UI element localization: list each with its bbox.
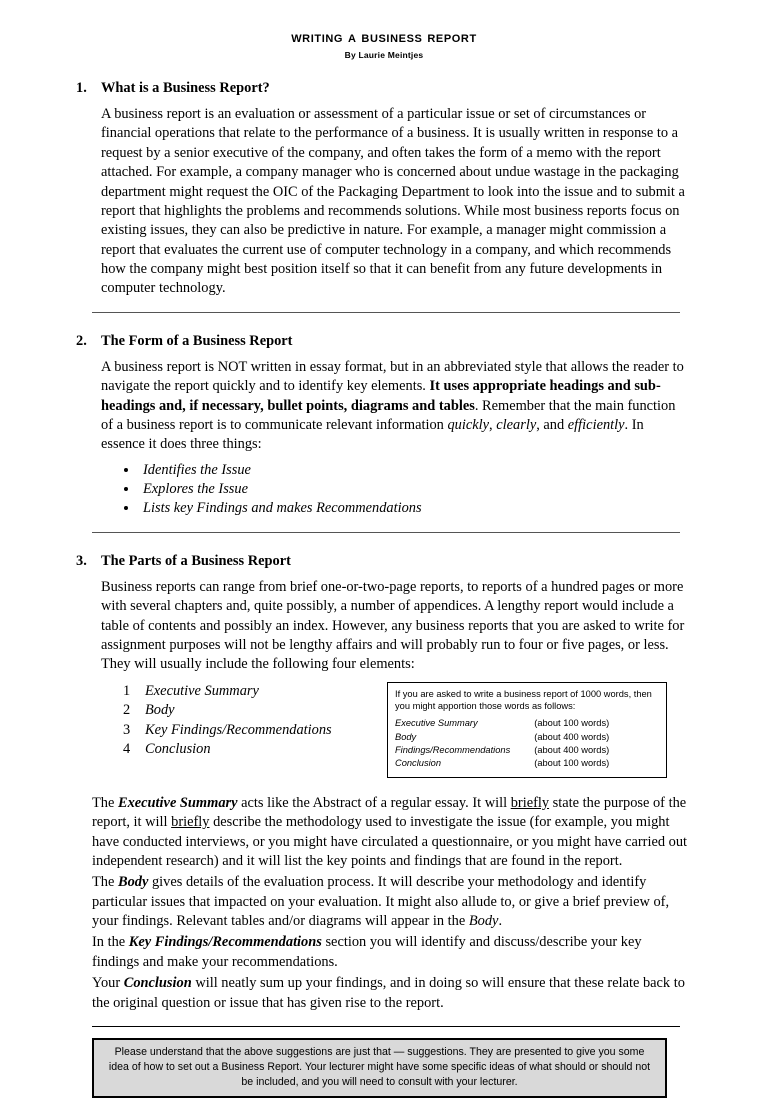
section-2-number: 2. [76, 332, 87, 349]
s2-text-3: , [489, 416, 497, 433]
part-number: 2 [123, 702, 131, 719]
def-lead: The [92, 874, 118, 891]
part-label: Key Findings/Recommendations [145, 721, 332, 738]
list-item [123, 740, 383, 760]
s2-italic-efficiently: efficiently [567, 416, 625, 433]
title-block [0, 0, 768, 60]
table-row [395, 717, 609, 730]
def-text-2: state the purpose of the report, it will [92, 794, 687, 831]
footer-wrap [76, 1038, 688, 1098]
definition-executive-summary [92, 794, 688, 872]
section-2-heading [76, 333, 688, 350]
section-2-paragraph [101, 358, 688, 455]
term-conclusion: Conclusion [123, 975, 192, 992]
s2-text-4: , and [536, 416, 568, 433]
callout-label: Body [395, 731, 417, 742]
section-3-body [76, 578, 688, 778]
def-text-1: gives details of the evaluation process. It will describe your methodology and identify particular issues that impacted on your evaluation. It might also allude to, or give a brief preview of, your findings. Relevant tables and/or diagrams will appear in the [92, 874, 670, 930]
callout-intro-text: If you are asked to write a business report of 1000 words, then you might apportion those words as follows: [395, 688, 652, 712]
underline-briefly-1: briefly [510, 794, 550, 811]
section-what-is-a-business-report [76, 80, 688, 299]
table-row [395, 744, 609, 757]
part-number: 4 [123, 741, 131, 758]
definition-conclusion [92, 974, 688, 1013]
s2-text-1: A business report is NOT written in essay format, but in an abbreviated style that allows the reader to navigate the report quickly and to identify key elements. [101, 358, 684, 395]
list-item: • Lists key Findings and makes Recommendations [139, 499, 688, 518]
table-row [395, 731, 609, 744]
section-2-body [76, 358, 688, 519]
def-lead: In the [92, 934, 129, 951]
def-text-1: section you will identify and discuss/describe your key findings and make your recommendations. [92, 934, 642, 970]
callout-value: (about 100 words) [534, 758, 610, 769]
list-item: • Identifies the Issue [139, 461, 688, 480]
document-content [0, 80, 768, 1098]
list-item [123, 701, 383, 721]
section-3-heading [76, 553, 688, 570]
table-row [395, 757, 609, 770]
four-elements-list [101, 682, 383, 760]
list-item [123, 682, 383, 702]
def-text-1: will neatly sum up your findings, and in doing so will ensure that these relate back to the original question or issue that has given rise to the report. [92, 975, 685, 1011]
parts-and-callout-row [101, 682, 688, 778]
def-text-3: describe the methodology used to investigate the issue (for example, you might have conducted interviews, or you might have circulated a questionnaire, or you might have carried out independent research) and it will list the key points and findings that are found in the report. [92, 814, 688, 869]
section-3-paragraph: Business reports can range from brief one-or-two-page reports, to reports of a hundred pages or more with several chapters and, quite possibly, a number of appendices. A lengthy report would include a table of contents and possibly an index. However, any business reports that you are asked to write for assignment purposes will not be lengthy affairs and will probably run to four or five pages, or less. They will usually include the following four elements: [101, 578, 685, 673]
part-number: 1 [123, 682, 131, 699]
section-3-number: 3. [76, 552, 87, 569]
s2-text-2: . Remember that the main function of a business report is to communicate relevant information [101, 397, 676, 433]
part-label: Body [145, 702, 175, 719]
definitions-block [76, 794, 688, 1013]
definition-body [92, 873, 688, 931]
section-1-heading [76, 80, 688, 97]
part-label: Conclusion [145, 741, 211, 758]
word-count-table [395, 717, 609, 770]
callout-value: (about 100 words) [534, 718, 610, 729]
page-title: writing a business report [291, 29, 477, 46]
term-body-reference: Body [468, 913, 499, 930]
callout-label: Executive Summary [395, 718, 478, 729]
s2-italic-clearly: clearly [496, 416, 537, 433]
section-1-number: 1. [76, 80, 87, 97]
footer-disclaimer-note: Please understand that the above suggestions are just that — suggestions. They are presented to give you some idea of how to set out a Business Report. Your lecturer might have some specific ideas of what should or should not be included, and you will need to consult with your lecturer. [92, 1038, 667, 1098]
part-label: Executive Summary [145, 682, 259, 699]
footer-divider [92, 1026, 680, 1027]
s2-bold-emphasis: It uses appropriate headings and sub-headings and, if necessary, bullet points, diagrams and tables [101, 378, 661, 414]
part-number: 3 [123, 721, 131, 738]
byline: By Laurie Meintjes [344, 50, 424, 61]
section-3-title: The Parts of a Business Report [101, 552, 291, 569]
section-divider-2 [92, 532, 680, 533]
def-text-1: acts like the Abstract of a regular essay. It will [237, 794, 511, 811]
section-divider-1 [92, 312, 680, 313]
def-lead: The [92, 794, 118, 811]
term-key-findings: Key Findings/Recommendations [128, 934, 322, 951]
term-executive-summary: Executive Summary [117, 794, 238, 811]
definition-key-findings [92, 933, 688, 972]
underline-briefly-2: briefly [171, 814, 210, 831]
callout-value: (about 400 words) [534, 731, 610, 742]
s2-italic-quickly: quickly [447, 416, 490, 433]
section-form-of-a-business-report [76, 333, 688, 519]
section-1-body [76, 105, 688, 299]
list-item: • Explores the Issue [139, 480, 688, 499]
section-2-title: The Form of a Business Report [101, 332, 293, 349]
s2-text-5: . In essence it does three things: [101, 416, 644, 453]
word-apportionment-callout [387, 682, 667, 778]
term-body: Body [117, 874, 149, 891]
section-1-title: What is a Business Report? [101, 80, 270, 97]
callout-value: (about 400 words) [534, 745, 610, 756]
def-lead: Your [92, 975, 124, 992]
section-parts-of-a-business-report [76, 553, 688, 778]
section-1-paragraph: A business report is an evaluation or assessment of a particular issue or set of circumstances or financial operations that relate to the performance of a business. It is usually written in response to a request by a senior executive of the company, and often takes the form of a memo with the report attached. For example, a company manager who is concerned about undue wastage in the packaging department might request the OIC of the Packaging Department to look into the issue and to submit a report that highlights the problems and recommends solutions. While most business reports focus on existing issues, they can also be predictive in nature. For example, a manager might commission a report that evaluates the current use of computer technology in a company, and which recommends how the company might best position itself so that it can benefit from any future developments in computer technology. [101, 106, 685, 297]
three-things-list [101, 461, 688, 519]
def-text-2: . [498, 913, 503, 930]
callout-label: Conclusion [395, 758, 441, 769]
callout-label: Findings/Recommendations [395, 745, 511, 756]
list-item [123, 721, 383, 741]
